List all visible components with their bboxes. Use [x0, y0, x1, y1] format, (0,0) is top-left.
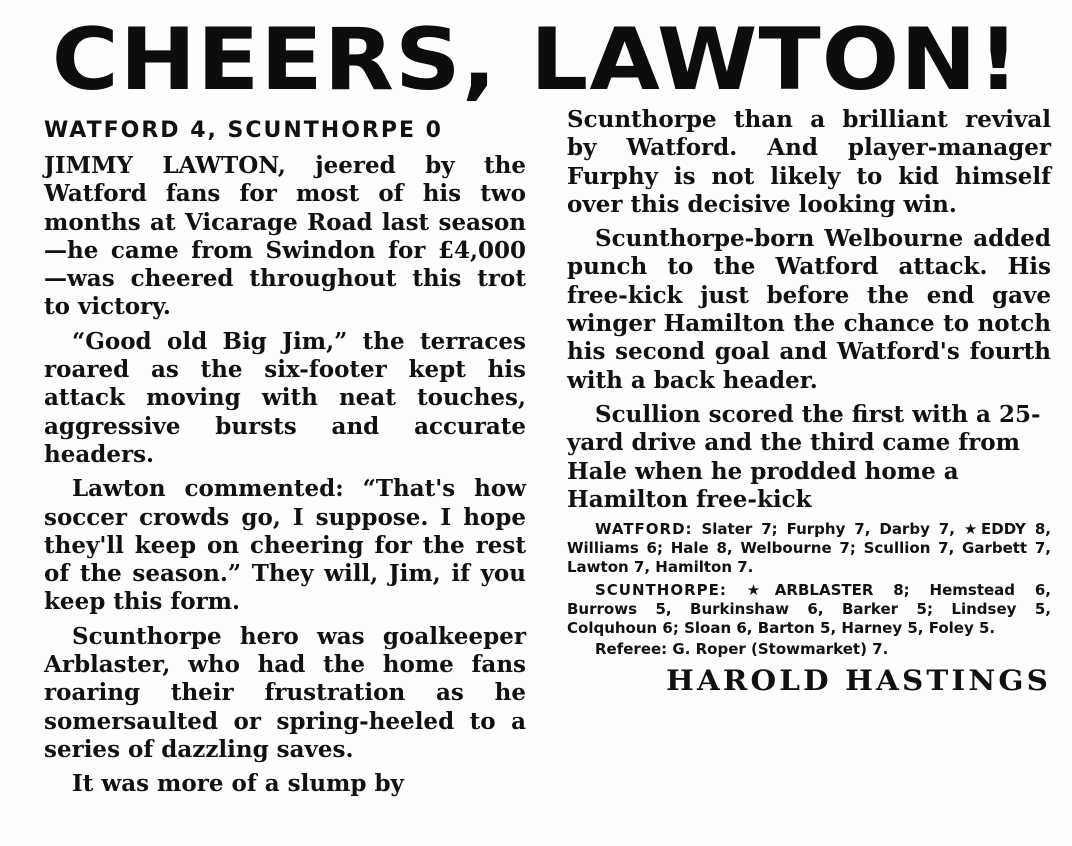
paragraph-welbourne: Scunthorpe-born Welbourne added punch to the Watford attack. His free-kick just before the end gave winger Hamilton the chance to notch his second goal and Watford's fourth with a back header. — [567, 225, 1051, 394]
headline: CHEERS, LAWTON! — [51, 10, 1021, 110]
paragraph-slump-start: It was more of a slump by — [72, 770, 404, 798]
match-score-subhead: WATFORD 4, SCUNTHORPE 0 — [44, 118, 443, 143]
paragraph-lawton-quote: Lawton commented: “That's how soccer crowds go, I suppose. I hope they'll keep on cheering for the rest of the season.” They will, Jim, if you keep this form. — [44, 475, 526, 616]
scunthorpe-lineup — [567, 581, 1051, 638]
referee-line: Referee: G. Roper (Stowmarket) 7. — [595, 640, 889, 659]
watford-players: Slater 7; Furphy 7, Darby 7, ★EDDY 8, Williams 6; Hale 8, Welbourne 7; Scullion 7, Garbett 7, Lawton 7, Hamilton 7. — [567, 520, 1051, 577]
paragraph-terraces: “Good old Big Jim,” the terraces roared as the six-footer kept his attack moving with neat touches, aggressive bursts and accurate headers. — [44, 327, 526, 468]
scunthorpe-label: SCUNTHORPE: — [595, 581, 727, 600]
author-byline: HAROLD HASTINGS — [666, 664, 1051, 698]
watford-lineup — [567, 520, 1051, 577]
paragraph-scullion: Scullion scored the first with a 25-yard drive and the third came from Hale when he prodded home a Hamilton free-kick — [567, 400, 1041, 513]
right-column — [567, 106, 1051, 698]
scunthorpe-players: ★ARBLASTER 8; Hemstead 6, Burrows 5, Burkinshaw 6, Barker 5; Lindsey 5, Colquhoun 6; Sloan 6, Barton 5, Harney 5, Foley 5. — [567, 581, 1051, 638]
paragraph-slump-continued: Scunthorpe than a brilliant revival by Watford. And player-manager Furphy is not likely to kid himself over this decisive looking win. — [567, 106, 1051, 218]
paragraph-arblaster: Scunthorpe hero was goalkeeper Arblaster, who had the home fans roaring their frustration as he somersaulted or spring-heeled to a series of dazzling saves. — [44, 622, 526, 763]
watford-label: WATFORD: — [595, 520, 693, 539]
paragraph-intro: JIMMY LAWTON, jeered by the Watford fans for most of his two months at Vicarage Road last season—he came from Swindon for £4,000—was cheered throughout this trot to victory. — [44, 152, 526, 321]
left-column — [44, 116, 526, 805]
